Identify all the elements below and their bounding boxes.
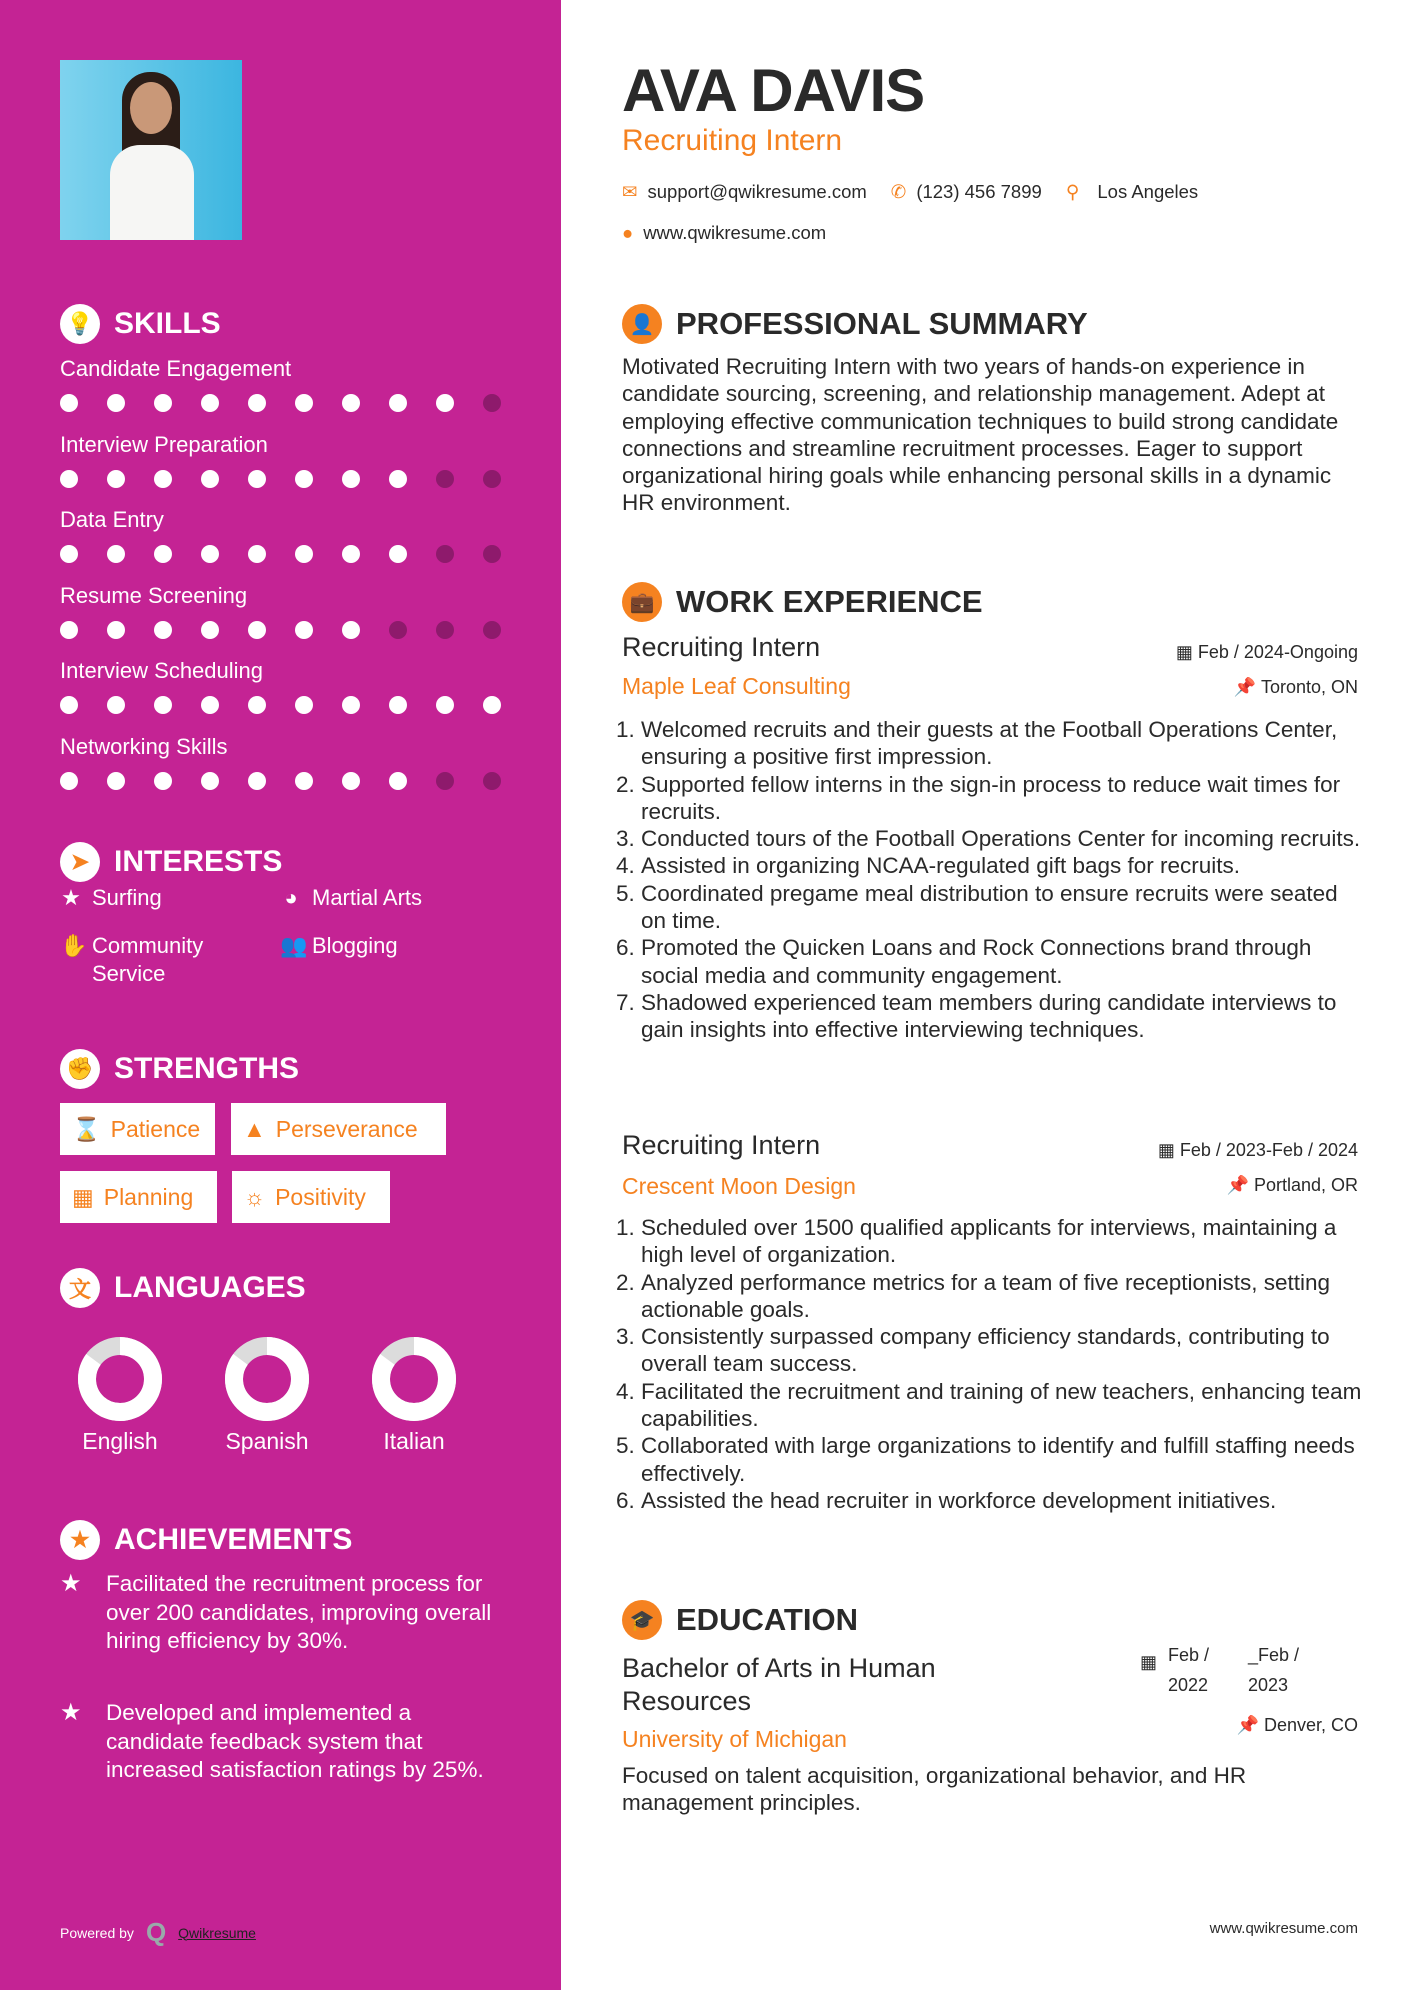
calendar-icon: ▦ bbox=[1175, 642, 1198, 662]
interest-item bbox=[60, 932, 260, 988]
skill-rating bbox=[60, 621, 510, 641]
summary-heading bbox=[622, 304, 1088, 344]
skill-dot-filled bbox=[342, 772, 360, 790]
interest-label: Community Service bbox=[92, 933, 204, 986]
achievement-item bbox=[60, 1699, 500, 1785]
user-icon: 👤 bbox=[622, 304, 662, 344]
skill-dot-filled bbox=[201, 772, 219, 790]
skill-dot-filled bbox=[483, 696, 501, 714]
job-bullets bbox=[622, 716, 1362, 1044]
skill-dot-empty bbox=[483, 394, 501, 412]
job-dates bbox=[1158, 1140, 1358, 1161]
skill-dot-filled bbox=[248, 470, 266, 488]
edu-location bbox=[1237, 1715, 1358, 1736]
skill-dot-filled bbox=[201, 696, 219, 714]
strengths-title: STRENGTHS bbox=[114, 1052, 300, 1085]
skill-dot-empty bbox=[436, 772, 454, 790]
edu-end: _Feb / 2023 bbox=[1248, 1645, 1300, 1695]
star-icon: ★ bbox=[61, 885, 81, 910]
experience-title: WORK EXPERIENCE bbox=[676, 584, 983, 619]
powered-by bbox=[60, 1917, 256, 1948]
powered-by-label: Powered by bbox=[60, 1924, 134, 1941]
shooting-star-icon: ★ bbox=[60, 1699, 82, 1726]
qwikresume-logo-icon: Q bbox=[145, 1917, 167, 1947]
job-location bbox=[1227, 1175, 1358, 1196]
hourglass-icon: ⌛ bbox=[72, 1115, 101, 1142]
star-badge-icon: ★ bbox=[60, 1520, 100, 1560]
interest-item bbox=[280, 884, 422, 912]
job-bullet: 5. Collaborated with large organizations to identify and fulfill staffing needs effectively. bbox=[641, 1432, 1362, 1487]
skills-heading bbox=[60, 304, 221, 344]
skill-dot-filled bbox=[248, 772, 266, 790]
interest-label: Blogging bbox=[312, 933, 398, 958]
skill-dot-empty bbox=[389, 621, 407, 639]
skill-dot-filled bbox=[154, 772, 172, 790]
paper-plane-icon: ➤ bbox=[60, 842, 100, 882]
skill-dot-filled bbox=[107, 470, 125, 488]
sidebar bbox=[0, 0, 561, 1990]
envelope-icon: ✉ bbox=[622, 181, 638, 202]
skill-dot-filled bbox=[154, 470, 172, 488]
skill-dot-filled bbox=[389, 545, 407, 563]
strength-label: Positivity bbox=[275, 1183, 366, 1210]
strength-badge bbox=[231, 1103, 446, 1155]
languages-title: LANGUAGES bbox=[114, 1271, 306, 1304]
skill-dot-filled bbox=[295, 696, 313, 714]
interest-item bbox=[280, 932, 398, 960]
contact-row bbox=[622, 181, 1198, 203]
skill-dot-empty bbox=[436, 621, 454, 639]
skill-label: Networking Skills bbox=[60, 733, 228, 759]
skill-dot-filled bbox=[342, 545, 360, 563]
skill-dot-empty bbox=[436, 470, 454, 488]
achievement-item bbox=[60, 1570, 500, 1656]
skill-dot-filled bbox=[389, 772, 407, 790]
skill-dot-filled bbox=[60, 621, 78, 639]
brand-link[interactable]: Qwikresume bbox=[178, 1924, 256, 1941]
skill-dot-filled bbox=[154, 394, 172, 412]
skill-dot-filled bbox=[107, 394, 125, 412]
email[interactable]: support@qwikresume.com bbox=[647, 181, 867, 202]
skill-dot-filled bbox=[201, 545, 219, 563]
job-bullet: 6. Promoted the Quicken Loans and Rock Connections brand through social media and community engagement. bbox=[641, 934, 1362, 989]
skills-title: SKILLS bbox=[114, 307, 221, 340]
job-bullet: 6. Assisted the head recruiter in workforce development initiatives. bbox=[641, 1487, 1362, 1514]
website-row bbox=[622, 222, 826, 244]
job-bullet: 7. Shadowed experienced team members during candidate interviews to gain insights into effective interviewing techniques. bbox=[641, 989, 1362, 1044]
job-bullet: 2. Supported fellow interns in the sign-in process to reduce wait times for recruits. bbox=[641, 771, 1362, 826]
skill-rating bbox=[60, 394, 510, 414]
skill-dot-empty bbox=[483, 545, 501, 563]
job-bullet: 1. Welcomed recruits and their guests at the Football Operations Center, ensuring a positive first impression. bbox=[641, 716, 1362, 771]
skill-dot-filled bbox=[295, 772, 313, 790]
skill-dot-filled bbox=[107, 772, 125, 790]
skill-rating bbox=[60, 545, 510, 565]
summary-text: Motivated Recruiting Intern with two years of hands-on experience in candidate sourcing, screening, and relationship management. Adept at employing effective communication techniques to build strong candidate connections and streamline recruitment processes. Eager to support organizational hiring goals while enhancing personal skills in a dynamic HR environment. bbox=[622, 354, 1339, 516]
language-donut bbox=[76, 1335, 164, 1428]
skill-label: Resume Screening bbox=[60, 582, 248, 608]
achievement-text: Developed and implemented a candidate feedback system that increased satisfaction ratings by 25%. bbox=[106, 1700, 484, 1782]
dates-text: Feb / 2023-Feb / 2024 bbox=[1179, 1140, 1358, 1160]
strength-label: Planning bbox=[103, 1183, 194, 1210]
skill-dot-filled bbox=[295, 394, 313, 412]
skill-dot-filled bbox=[295, 621, 313, 639]
strength-label: Perseverance bbox=[275, 1115, 418, 1142]
road-icon: ▲ bbox=[243, 1115, 266, 1142]
language-donut bbox=[223, 1335, 311, 1428]
pushpin-icon: 📌 bbox=[1233, 677, 1261, 697]
job-bullet: 4. Facilitated the recruitment and training of new teachers, enhancing team capabilities. bbox=[641, 1378, 1362, 1433]
skill-dot-filled bbox=[342, 470, 360, 488]
job-bullet: 5. Coordinated pregame meal distribution to ensure recruits were seated on time. bbox=[641, 880, 1362, 935]
school: University of Michigan bbox=[622, 1726, 847, 1752]
location-text: Toronto, ON bbox=[1260, 677, 1358, 697]
candidate-name: AVA DAVIS bbox=[622, 57, 925, 124]
interest-item bbox=[60, 884, 270, 912]
language-label: Spanish bbox=[225, 1428, 309, 1454]
footer-website[interactable]: www.qwikresume.com bbox=[1209, 1920, 1358, 1937]
skill-dot-filled bbox=[248, 394, 266, 412]
education-heading bbox=[622, 1600, 858, 1640]
skill-dot-filled bbox=[60, 696, 78, 714]
job-title: Recruiting Intern bbox=[622, 632, 821, 662]
achievements-title: ACHIEVEMENTS bbox=[114, 1523, 353, 1556]
skill-dot-filled bbox=[107, 696, 125, 714]
skill-dot-filled bbox=[248, 696, 266, 714]
fist-icon: ✊ bbox=[60, 1049, 100, 1089]
skill-dot-empty bbox=[483, 470, 501, 488]
map-pin-icon: ⚲ bbox=[1065, 181, 1080, 202]
job-bullet: 3. Conducted tours of the Football Operations Center for incoming recruits. bbox=[641, 825, 1362, 852]
calendar-icon: ▦ bbox=[1140, 1652, 1158, 1672]
skill-dot-filled bbox=[342, 621, 360, 639]
job-bullet: 4. Assisted in organizing NCAA-regulated gift bags for recruits. bbox=[641, 852, 1362, 879]
skill-dot-filled bbox=[248, 621, 266, 639]
skill-dot-filled bbox=[342, 696, 360, 714]
skill-dot-filled bbox=[436, 394, 454, 412]
education-title: EDUCATION bbox=[676, 1602, 858, 1637]
hand-icon: ✋ bbox=[60, 933, 88, 958]
company-name: Crescent Moon Design bbox=[622, 1173, 856, 1199]
skill-dot-filled bbox=[154, 545, 172, 563]
job-bullet: 1. Scheduled over 1500 qualified applicants for interviews, maintaining a high level of organization. bbox=[641, 1214, 1362, 1269]
strength-label: Patience bbox=[110, 1115, 201, 1142]
skill-rating bbox=[60, 772, 510, 792]
skill-label: Interview Scheduling bbox=[60, 658, 264, 683]
strength-badge bbox=[60, 1171, 217, 1223]
calendar-icon: ▦ bbox=[1157, 1140, 1180, 1160]
skill-dot-filled bbox=[295, 545, 313, 563]
skill-dot-filled bbox=[389, 394, 407, 412]
language-label: Italian bbox=[383, 1428, 445, 1454]
website[interactable]: www.qwikresume.com bbox=[643, 222, 827, 243]
language-donut bbox=[370, 1335, 458, 1428]
skill-rating bbox=[60, 696, 510, 716]
company-name: Maple Leaf Consulting bbox=[622, 673, 851, 699]
summary-title: PROFESSIONAL SUMMARY bbox=[676, 306, 1088, 341]
dates-text: Feb / 2024-Ongoing bbox=[1197, 642, 1358, 662]
interests-title: INTERESTS bbox=[114, 845, 283, 878]
skill-dot-empty bbox=[483, 772, 501, 790]
location-text: Denver, CO bbox=[1263, 1715, 1358, 1735]
globe-icon: ● bbox=[622, 222, 634, 243]
location-text: Portland, OR bbox=[1253, 1175, 1358, 1195]
skill-dot-filled bbox=[107, 621, 125, 639]
skill-dot-filled bbox=[389, 696, 407, 714]
location: Los Angeles bbox=[1097, 181, 1199, 202]
sun-icon: ☼ bbox=[244, 1183, 266, 1210]
skill-dot-filled bbox=[295, 470, 313, 488]
users-icon: 👥 bbox=[280, 933, 308, 958]
skill-rating bbox=[60, 470, 510, 490]
language-icon: 文 bbox=[60, 1268, 100, 1308]
languages-heading bbox=[60, 1268, 306, 1308]
graduate-icon: 🎓 bbox=[622, 1600, 662, 1640]
interest-label: Martial Arts bbox=[312, 885, 423, 910]
skill-label: Candidate Engagement bbox=[60, 356, 292, 381]
job-bullet: 2. Analyzed performance metrics for a team of five receptionists, setting actionable goals. bbox=[641, 1269, 1362, 1324]
education-description: Focused on talent acquisition, organizational behavior, and HR management principles. bbox=[622, 1763, 1247, 1816]
skill-label: Interview Preparation bbox=[60, 431, 268, 457]
strength-badge bbox=[60, 1103, 215, 1155]
skill-dot-filled bbox=[107, 545, 125, 563]
job-dates bbox=[1176, 642, 1358, 663]
job-bullets bbox=[622, 1214, 1362, 1514]
skill-dot-filled bbox=[154, 621, 172, 639]
globe-icon: ◕ bbox=[284, 885, 298, 910]
pushpin-icon: 📌 bbox=[1236, 1715, 1264, 1735]
skill-dot-filled bbox=[342, 394, 360, 412]
phone-icon: ✆ bbox=[890, 181, 907, 202]
skill-dot-filled bbox=[60, 470, 78, 488]
edu-start: Feb / 2022 bbox=[1168, 1645, 1210, 1695]
skill-dot-filled bbox=[60, 545, 78, 563]
skill-dot-filled bbox=[389, 470, 407, 488]
skill-dot-empty bbox=[483, 621, 501, 639]
experience-heading bbox=[622, 582, 983, 622]
strength-badge bbox=[232, 1171, 390, 1223]
skill-dot-filled bbox=[154, 696, 172, 714]
shooting-star-icon: ★ bbox=[60, 1570, 82, 1597]
profile-photo bbox=[60, 60, 242, 240]
lightbulb-icon: 💡 bbox=[60, 304, 100, 344]
pushpin-icon: 📌 bbox=[1226, 1175, 1254, 1195]
interests-heading bbox=[60, 842, 282, 882]
interest-label: Surfing bbox=[92, 885, 162, 910]
job-title: Recruiting Intern bbox=[622, 1130, 821, 1160]
achievements-heading bbox=[60, 1520, 352, 1560]
achievement-text: Facilitated the recruitment process for over 200 candidates, improving overall hiring efficiency by 30%. bbox=[106, 1571, 492, 1653]
skill-dot-empty bbox=[436, 545, 454, 563]
phone: (123) 456 7899 bbox=[916, 181, 1042, 202]
briefcase-icon: 💼 bbox=[622, 582, 662, 622]
skill-dot-filled bbox=[201, 470, 219, 488]
skill-dot-filled bbox=[248, 545, 266, 563]
language-label: English bbox=[82, 1428, 158, 1454]
skill-dot-filled bbox=[436, 696, 454, 714]
candidate-title: Recruiting Intern bbox=[622, 124, 843, 157]
calendar-icon: ▦ bbox=[72, 1183, 94, 1210]
skill-dot-filled bbox=[60, 772, 78, 790]
skill-dot-filled bbox=[201, 621, 219, 639]
degree: Bachelor of Arts in Human Resources bbox=[622, 1653, 936, 1716]
skill-dot-filled bbox=[60, 394, 78, 412]
job-location bbox=[1234, 677, 1358, 698]
skill-dot-filled bbox=[201, 394, 219, 412]
job-bullet: 3. Consistently surpassed company efficiency standards, contributing to overall team success. bbox=[641, 1323, 1362, 1378]
skill-label: Data Entry bbox=[60, 507, 164, 532]
strengths-heading bbox=[60, 1049, 299, 1089]
